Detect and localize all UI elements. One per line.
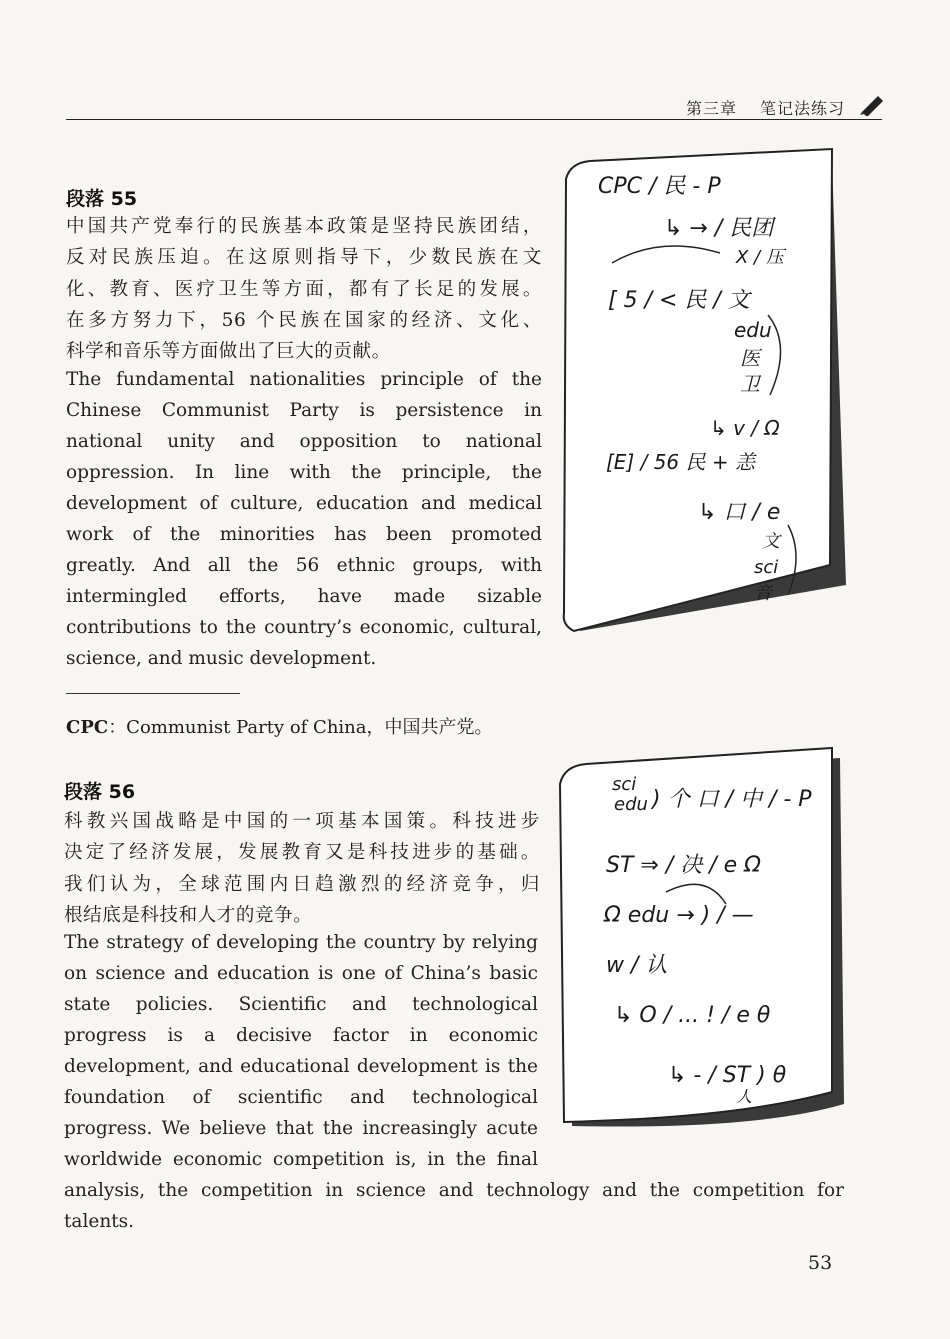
- en-line: analysis, the competition in science and technology and the competition for: [64, 1180, 844, 1201]
- note-line: 文: [762, 531, 780, 552]
- note-line: w / 认: [606, 953, 668, 978]
- en-line: work of the minorities has been promoted: [66, 524, 542, 545]
- cn-line: 根结底是科技和人才的竞争。: [64, 904, 313, 926]
- en-line: The fundamental nationalities principle of the: [66, 369, 542, 390]
- note-line: sci: [754, 557, 779, 578]
- note-line: 医: [740, 346, 760, 370]
- cn-line: 化、教育、医疗卫生等方面，都有了长足的发展。: [66, 278, 542, 300]
- cn-line: 科学和音乐等方面做出了巨大的贡献。: [66, 341, 391, 363]
- note-line: [ 5 / < 民 / 文: [608, 288, 750, 313]
- cn-line: 我们认为，全球范围内日趋激烈的经济竞争，归: [64, 873, 540, 895]
- cn-line: 在多方努力下，56 个民族在国家的经济、文化、: [66, 309, 542, 331]
- note-line: sci: [612, 774, 637, 795]
- note-line: 音: [754, 583, 772, 604]
- en-line: progress is a decisive factor in economic: [64, 1025, 538, 1046]
- note-line: ↳ → / 民团: [664, 216, 774, 241]
- note-line: ↳ O / ... ! / e θ: [614, 1003, 771, 1028]
- en-line: talents.: [64, 1211, 135, 1232]
- note-card-55: [560, 145, 852, 640]
- note-line: ) 个 口 / 中 / - P: [652, 787, 812, 812]
- en-line: science, and music development.: [66, 648, 377, 669]
- note-line: edu: [734, 318, 772, 342]
- en-line: on science and education is one of China’s basic: [64, 963, 538, 984]
- en-line: intermingled efforts, have made sizable: [66, 586, 542, 607]
- note-line: 卫: [740, 372, 760, 396]
- note-line: Ω edu → ) / —: [604, 903, 754, 928]
- en-line: worldwide economic competition is, in the final: [64, 1149, 538, 1170]
- note-line: ↳ - / ST ) θ: [668, 1063, 787, 1088]
- paragraph-55-english: [66, 369, 542, 679]
- en-line: oppression. In line with the principle, the: [66, 462, 542, 483]
- paragraph-55-title: 段落 55: [66, 188, 138, 210]
- cn-line: 中国共产党奉行的民族基本政策是坚持民族团结，: [66, 216, 542, 237]
- cn-line: 科教兴国战略是中国的一项基本国策。科技进步: [64, 811, 540, 832]
- en-line: contributions to the country’s economic, cultural,: [66, 617, 542, 638]
- cn-line: 决定了经济发展，发展教育又是科技进步的基础。: [64, 842, 540, 864]
- header-rule: [66, 119, 882, 120]
- paragraph-55-chinese: [66, 211, 542, 367]
- note-line: X / 压: [736, 247, 784, 268]
- en-line: Chinese Communist Party is persistence in: [66, 400, 542, 421]
- note-line: [E] / 56 民 + 恙: [606, 450, 755, 474]
- en-line: The strategy of developing the country by relying: [64, 932, 538, 953]
- note-line: ↳ 口 / e: [698, 500, 781, 525]
- pencil-icon: [858, 92, 886, 116]
- footnote: [66, 713, 493, 739]
- en-line: greatly. And all the 56 ethnic groups, with: [66, 555, 542, 576]
- en-line: development, and educational development is the: [64, 1056, 538, 1077]
- note-line: ST ⇒ / 决 / e Ω: [606, 853, 761, 878]
- en-line: foundation of scientific and technological: [64, 1087, 538, 1108]
- section-label: 笔记法练习: [760, 99, 846, 118]
- paragraph-56-title: 段落 56: [64, 781, 136, 803]
- running-header: [680, 92, 880, 118]
- en-line: national unity and opposition to national: [66, 431, 542, 452]
- paragraph-56-chinese: [64, 806, 540, 931]
- footnote-term: CPC: [66, 717, 109, 738]
- en-line: progress. We believe that the increasingly acute: [64, 1118, 538, 1139]
- footnote-text: ：Communist Party of China，中国共产党。: [108, 717, 493, 738]
- chapter-label: 第三章: [686, 99, 738, 118]
- cn-line: 反对民族压迫。在这原则指导下，少数民族在文: [66, 247, 542, 269]
- note-line: ↳ v / Ω: [710, 416, 780, 440]
- note-card-56: [556, 744, 850, 1134]
- page-number: 53: [808, 1252, 833, 1274]
- note-line: CPC / 民 - P: [598, 174, 721, 199]
- footnote-rule: [66, 693, 240, 694]
- note-line: 人: [736, 1087, 753, 1106]
- en-line: development of culture, education and medical: [66, 493, 542, 514]
- note-line: edu: [614, 794, 648, 815]
- en-line: state policies. Scientific and technological: [64, 994, 538, 1015]
